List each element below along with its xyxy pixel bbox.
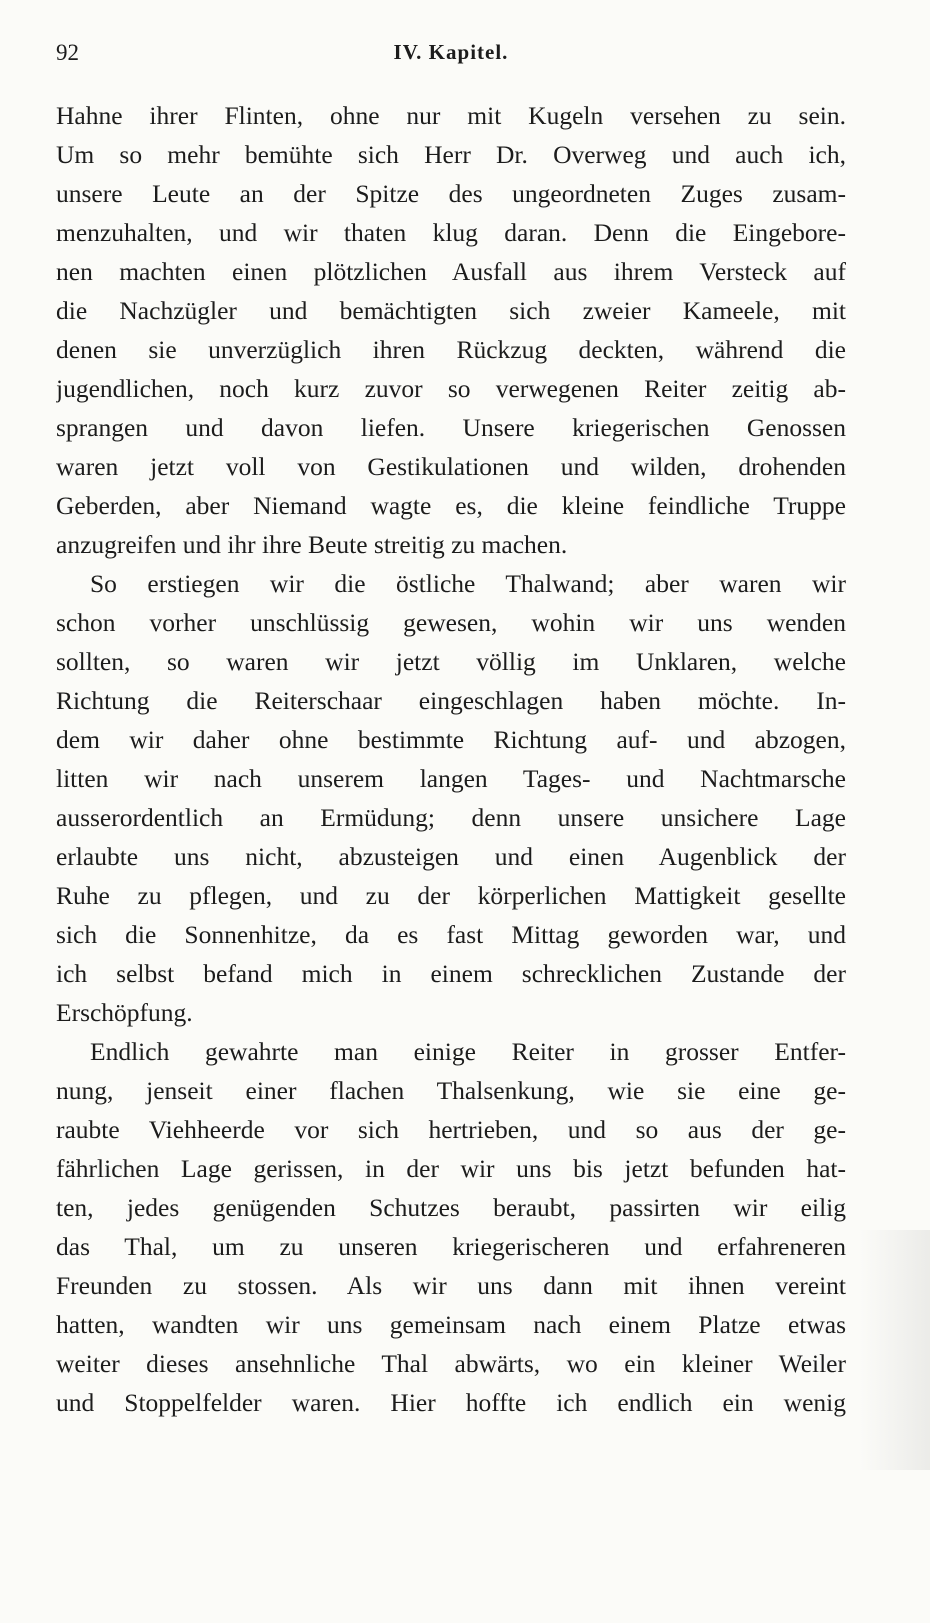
text-line: anzugreifen und ihr ihre Beute streitig zu machen. — [56, 530, 568, 559]
text-line: So erstiegen wir die östliche Thalwand; aber waren wir — [90, 569, 846, 598]
text-line: Um so mehr bemühte sich Herr Dr. Overweg und auch ich, — [56, 140, 846, 169]
page-number: 92 — [56, 40, 79, 65]
text-line: erlaubte uns nicht, abzusteigen und einen Augenblick der — [56, 842, 846, 871]
text-line: litten wir nach unserem langen Tages- und Nachtmarsche — [56, 764, 846, 793]
text-line: Geberden, aber Niemand wagte es, die kleine feindliche Truppe — [56, 491, 846, 520]
text-line: schon vorher unschlüssig gewesen, wohin wir uns wenden — [56, 608, 846, 637]
text-line: raubte Viehheerde vor sich hertrieben, und so aus der ge- — [56, 1115, 846, 1144]
text-line: ich selbst befand mich in einem schrecklichen Zustande der — [56, 959, 846, 988]
text-line: unsere Leute an der Spitze des ungeordneten Zuges zusam- — [56, 179, 846, 208]
text-line: sollten, so waren wir jetzt völlig im Unklaren, welche — [56, 647, 846, 676]
text-line: das Thal, um zu unseren kriegerischeren und erfahreneren — [56, 1232, 846, 1261]
body-text — [56, 96, 846, 1422]
running-head: IV. Kapitel. — [393, 40, 509, 64]
text-line: ten, jedes genügenden Schutzes beraubt, passirten wir eilig — [56, 1193, 846, 1222]
page-header — [56, 40, 846, 80]
text-line: Ruhe zu pflegen, und zu der körperlichen Mattigkeit gesellte — [56, 881, 846, 910]
scan-shading — [860, 1230, 930, 1470]
text-line: Richtung die Reiterschaar eingeschlagen haben möchte. In- — [56, 686, 846, 715]
text-line: sprangen und davon liefen. Unsere kriegerischen Genossen — [56, 413, 846, 442]
text-line: Erschöpfung. — [56, 998, 193, 1027]
text-line: denen sie unverzüglich ihren Rückzug deckten, während die — [56, 335, 846, 364]
text-line: sich die Sonnenhitze, da es fast Mittag geworden war, und — [56, 920, 846, 949]
text-line: hatten, wandten wir uns gemeinsam nach einem Platze etwas — [56, 1310, 846, 1339]
text-line: fährlichen Lage gerissen, in der wir uns bis jetzt befunden hat- — [56, 1154, 846, 1183]
text-line: die Nachzügler und bemächtigten sich zweier Kameele, mit — [56, 296, 846, 325]
text-line: und Stoppelfelder waren. Hier hoffte ich endlich ein wenig — [56, 1388, 846, 1417]
text-line: menzuhalten, und wir thaten klug daran. Denn die Eingebore- — [56, 218, 846, 247]
text-line: nen machten einen plötzlichen Ausfall aus ihrem Versteck auf — [56, 257, 846, 286]
text-line: ausserordentlich an Ermüdung; denn unsere unsichere Lage — [56, 803, 846, 832]
text-line: Endlich gewahrte man einige Reiter in grosser Entfer- — [90, 1037, 846, 1066]
text-line: jugendlichen, noch kurz zuvor so verwegenen Reiter zeitig ab- — [56, 374, 846, 403]
text-line: nung, jenseit einer flachen Thalsenkung, wie sie eine ge- — [56, 1076, 846, 1105]
text-line: dem wir daher ohne bestimmte Richtung auf- und abzogen, — [56, 725, 846, 754]
text-line: weiter dieses ansehnliche Thal abwärts, wo ein kleiner Weiler — [56, 1349, 846, 1378]
text-line: Freunden zu stossen. Als wir uns dann mit ihnen vereint — [56, 1271, 846, 1300]
text-line: waren jetzt voll von Gestikulationen und wilden, drohenden — [56, 452, 846, 481]
text-line: Hahne ihrer Flinten, ohne nur mit Kugeln versehen zu sein. — [56, 101, 846, 130]
